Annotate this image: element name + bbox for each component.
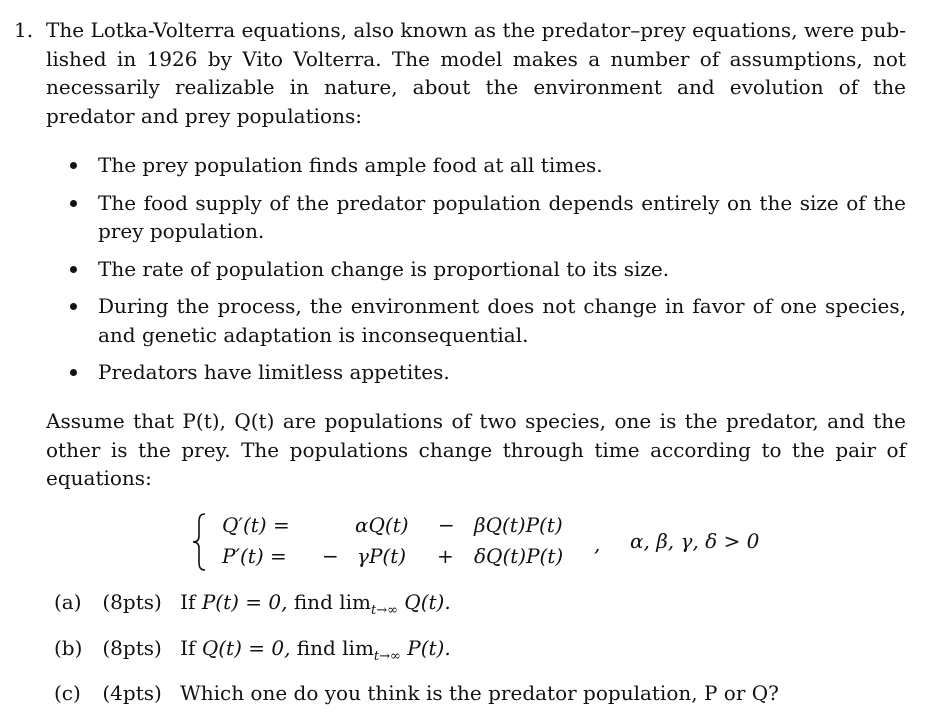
equation-1-lhs: Q′(t) = <box>222 513 290 537</box>
question-part-a <box>54 588 914 625</box>
part-target: Q(t). <box>404 590 451 614</box>
equation-1-term-2: βQ(t)P(t) <box>474 513 563 537</box>
equation-2-lhs: P′(t) = <box>222 544 287 568</box>
equation-2-operator: + <box>437 544 454 568</box>
bullet-icon <box>70 200 77 207</box>
part-label: (b) <box>54 635 83 660</box>
part-text: find lim <box>296 635 374 660</box>
bullet-text: During the process, the environment does not change in favor of one species, and genetic adaptation is inconsequential. <box>98 294 906 347</box>
limit-subscript: t→∞ <box>373 648 401 664</box>
part-points: (8pts) <box>102 590 162 614</box>
part-label: (a) <box>54 590 82 614</box>
equation-2-term-2: δQ(t)P(t) <box>474 544 564 568</box>
equation-2-sign: − <box>322 544 339 568</box>
bullet-icon <box>70 303 77 310</box>
problem-intro: The Lotka-Volterra equations, also known as the predator–prey equations, were published in 1926 by Vito Volterra. The model makes a number of assumptions, not necessarily realizable in nature, about the environment and evolution of the predator and prey populations: <box>46 18 906 128</box>
assumption-paragraph: Assume that P(t), Q(t) are populations of two species, one is the predator, and the other is the prey. The populations change through time according to the pair of equations: <box>46 409 906 490</box>
bullet-text: The prey population finds ample food at all times. <box>98 153 603 177</box>
bullet-text: The rate of population change is proportional to its size. <box>98 256 670 281</box>
problem-number: 1. <box>14 18 34 42</box>
part-question: Which one do you think is the predator population, P or Q? <box>180 681 779 705</box>
list-item <box>46 255 906 284</box>
equation-system <box>190 508 790 578</box>
bullet-text: Predators have limitless appetites. <box>98 360 450 384</box>
question-parts <box>54 588 914 716</box>
question-part-b <box>54 634 914 671</box>
limit-subscript: t→∞ <box>370 603 398 618</box>
equation-2-term-1: γP(t) <box>357 544 407 568</box>
part-text: If <box>180 635 196 660</box>
system-comma: , <box>594 532 601 556</box>
bullet-text: The food supply of the predator population depends entirely on the size of the prey population. <box>98 190 906 243</box>
part-text: find lim <box>293 590 371 614</box>
part-label: (c) <box>54 681 81 705</box>
list-item <box>46 189 906 246</box>
part-points: (8pts) <box>102 635 162 660</box>
part-condition: P(t) = 0, <box>201 590 288 614</box>
list-item <box>46 151 906 180</box>
part-target: P(t). <box>407 635 451 660</box>
left-brace-icon <box>190 512 208 572</box>
bullet-icon <box>70 369 77 376</box>
list-item <box>46 292 906 349</box>
question-part-c <box>54 679 914 707</box>
assumption-list <box>46 151 906 396</box>
part-points: (4pts) <box>102 681 162 705</box>
bullet-icon <box>70 162 77 169</box>
parameter-conditions: α, β, γ, δ > 0 <box>630 529 760 553</box>
bullet-icon <box>70 266 77 273</box>
equation-1-term-1: αQ(t) <box>355 513 409 537</box>
list-item <box>46 358 906 387</box>
equation-1-operator: − <box>438 513 455 537</box>
part-text: If <box>180 590 196 614</box>
part-condition: Q(t) = 0, <box>201 635 291 660</box>
